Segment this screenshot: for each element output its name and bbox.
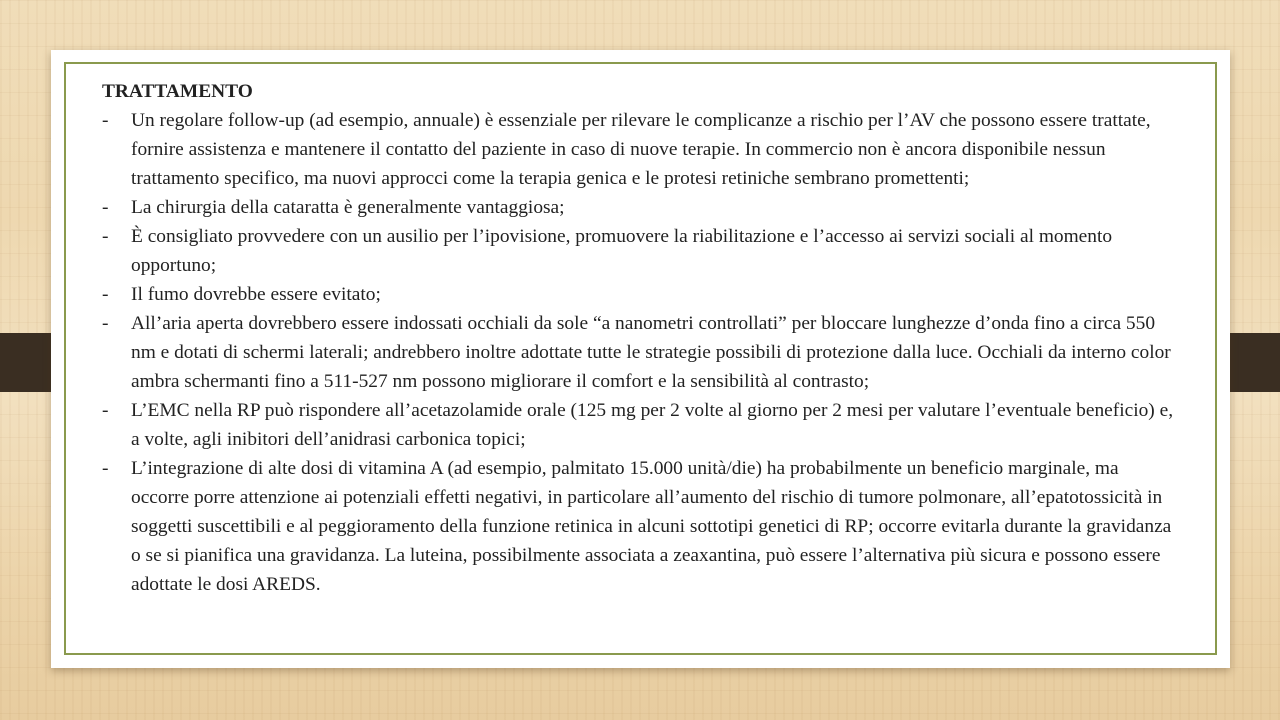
bullet-dash: -: [102, 458, 109, 479]
list-item-text: Un regolare follow-up (ad esempio, annuale) è essenziale per rilevare le complicanze a rischio per l’AV che possono essere trattate, fornire assistenza e mantenere il contatto del paziente in caso di nuove terapie. In commercio non è ancora disponibile nessun trattamento specifico, ma nuovi approcci come la terapia genica e le protesi retiniche sembrano promettenti;: [131, 110, 1151, 189]
list-item: [102, 454, 1177, 599]
list-item-text: L’integrazione di alte dosi di vitamina A (ad esempio, palmitato 15.000 unità/die) ha probabilmente un beneficio marginale, ma occorre porre attenzione ai potenziali effetti negativi, in particolare all’aumento del rischio di tumore polmonare, all’epatotossicità in soggetti suscettibili e al peggioramento della funzione retinica in alcuni sottotipi genetici di RP; occorre evitarla durante la gravidanza o se si pianifica una gravidanza. La luteina, possibilmente associata a zeaxantina, può essere l’alternativa più sicura e possono essere adottate le dosi AREDS.: [131, 458, 1172, 595]
bullet-dash: -: [102, 197, 109, 218]
list-item-text: All’aria aperta dovrebbero essere indossati occhiali da sole “a nanometri controllati” per bloccare lunghezze d’onda fino a circa 550 nm e dotati di schermi laterali; andrebbero inoltre adottate tutte le strategie possibili di protezione dalla luce. Occhiali da interno color ambra schermanti fino a 511-527 nm possono migliorare il comfort e la sensibilità al contrasto;: [131, 313, 1171, 392]
slide-card: [51, 50, 1230, 668]
list-item-text: Il fumo dovrebbe essere evitato;: [131, 284, 381, 305]
bullet-dash: -: [102, 400, 109, 421]
treatment-list: [102, 106, 1177, 599]
list-item: [102, 309, 1177, 396]
slide-content: [102, 77, 1177, 599]
slide-heading: TRATTAMENTO: [102, 81, 253, 102]
list-item: [102, 193, 1177, 222]
list-item-text: La chirurgia della cataratta è generalmente vantaggiosa;: [131, 197, 565, 218]
list-item: [102, 396, 1177, 454]
list-item: [102, 222, 1177, 280]
bullet-dash: -: [102, 313, 109, 334]
bullet-dash: -: [102, 110, 109, 131]
list-item: [102, 106, 1177, 193]
bullet-dash: -: [102, 284, 109, 305]
left-side-tab: [0, 333, 56, 392]
list-item-text: L’EMC nella RP può rispondere all’acetazolamide orale (125 mg per 2 volte al giorno per 2 mesi per valutare l’eventuale beneficio) e, a volte, agli inibitori dell’anidrasi carbonica topici;: [131, 400, 1174, 450]
list-item-text: È consigliato provvedere con un ausilio per l’ipovisione, promuovere la riabilitazione e l’accesso ai servizi sociali al momento opportuno;: [131, 226, 1113, 276]
bullet-dash: -: [102, 226, 109, 247]
list-item: [102, 280, 1177, 309]
